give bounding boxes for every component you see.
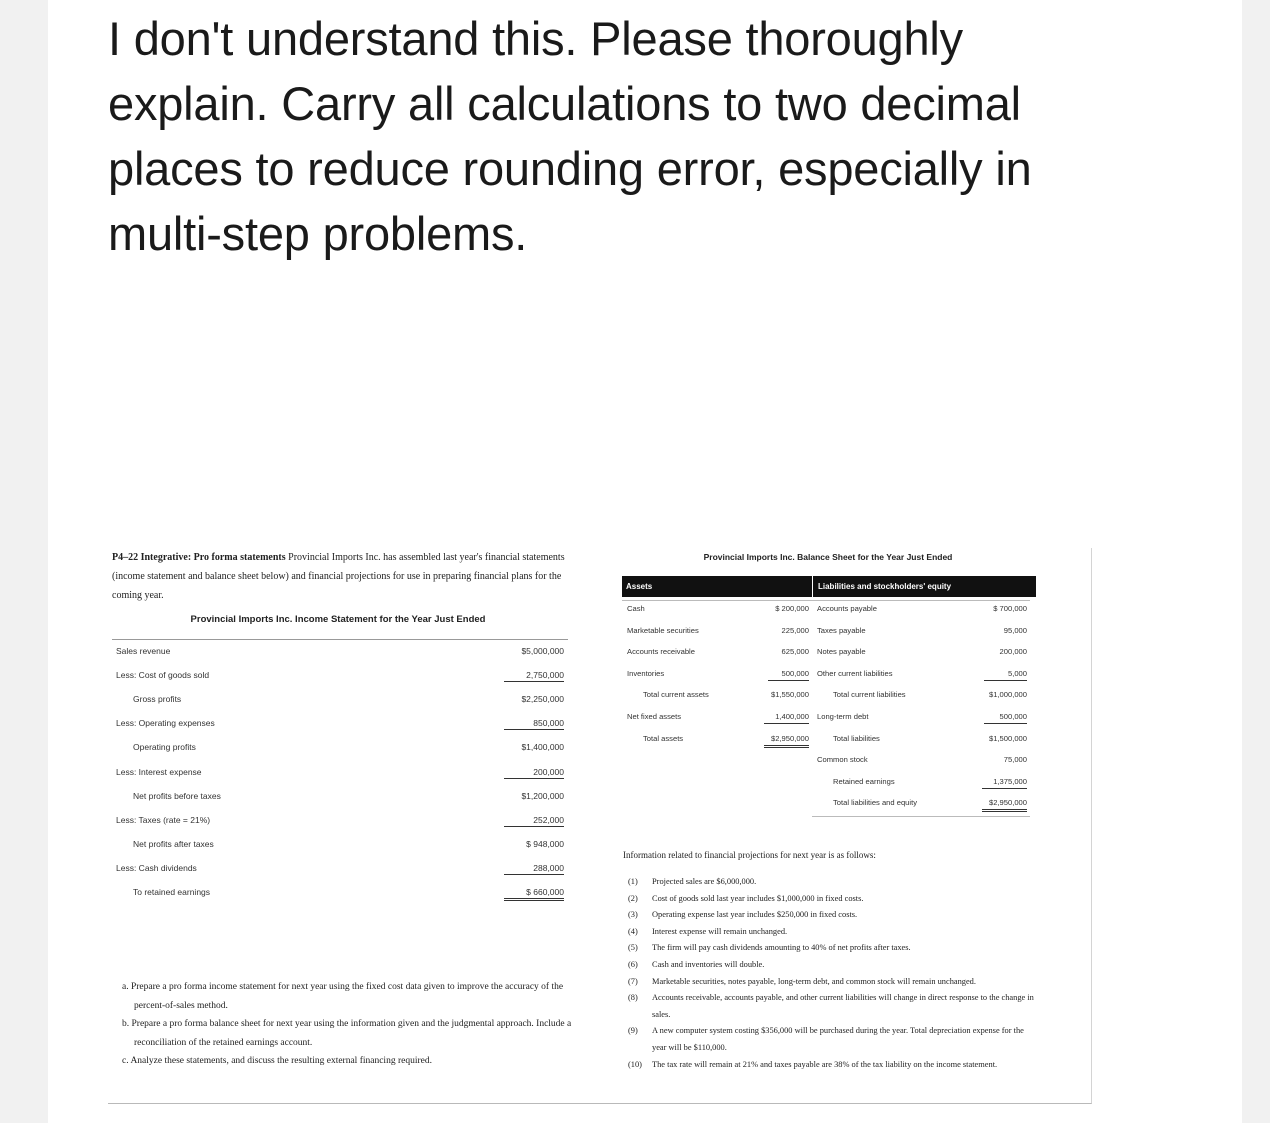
task-item: a. Prepare a pro forma income statement for next year using the fixed cost data given to improve the accuracy of the percent-of-sales method. bbox=[122, 982, 564, 1011]
bs-asset-value: 625,000 bbox=[781, 647, 809, 656]
projection-text: Marketable securities, notes payable, long-term debt, and common stock will remain unchanged. bbox=[652, 976, 976, 986]
bs-asset-label: Inventories bbox=[627, 669, 665, 678]
bs-asset-value: $ 200,000 bbox=[775, 604, 809, 613]
bs-liability-label: Retained earnings bbox=[833, 777, 895, 786]
is-value: $2,250,000 bbox=[521, 694, 564, 704]
is-label: Less: Cost of goods sold bbox=[116, 670, 210, 680]
page bbox=[48, 0, 1242, 1123]
balance-sheet-title: Provincial Imports Inc. Balance Sheet for the Year Just Ended bbox=[703, 552, 953, 562]
is-label: Net profits after taxes bbox=[133, 839, 214, 849]
bs-liability-value: $1,500,000 bbox=[988, 734, 1027, 743]
problem-label: P4–22 Integrative: Pro forma statements bbox=[112, 552, 286, 563]
is-row bbox=[112, 718, 564, 732]
is-label: Sales revenue bbox=[116, 646, 171, 656]
bs-asset-label: Net fixed assets bbox=[627, 712, 682, 721]
projection-number: (3) bbox=[628, 910, 638, 920]
is-value: 850,000 bbox=[504, 718, 564, 730]
bs-liability-value: 5,000 bbox=[984, 667, 1027, 681]
task-item: b. Prepare a pro forma balance sheet for next year using the information given and the judgmental approach. Include a reconciliation of the retained earnings account. bbox=[122, 1019, 572, 1048]
bs-liability-label: Taxes payable bbox=[817, 626, 866, 635]
bs-asset-label: Accounts receivable bbox=[627, 647, 695, 656]
bs-liability-label: Common stock bbox=[817, 755, 868, 764]
projection-item bbox=[628, 1057, 1038, 1074]
projection-text: Accounts receivable, accounts payable, and other current liabilities will change in direct response to the change in sales. bbox=[652, 993, 1034, 1019]
is-value: $1,400,000 bbox=[521, 742, 564, 752]
is-label: Less: Taxes (rate = 21%) bbox=[116, 815, 211, 825]
bs-liability-label: Total current liabilities bbox=[833, 690, 906, 699]
projection-item bbox=[628, 940, 1038, 957]
projection-item bbox=[628, 1023, 1038, 1056]
is-row bbox=[112, 839, 564, 853]
projection-item bbox=[628, 924, 1038, 941]
bs-asset-value: $2,950,000 bbox=[764, 732, 809, 748]
bs-liability-label: Total liabilities and equity bbox=[833, 798, 918, 807]
is-row bbox=[112, 646, 564, 660]
projection-number: (2) bbox=[628, 893, 638, 903]
task-list bbox=[122, 978, 572, 1071]
is-row bbox=[112, 791, 564, 805]
question-text: I don't understand this. Please thoroughly explain. Carry all calculations to two decimal places to reduce rounding error, especially in multi-step problems. bbox=[108, 12, 1032, 260]
bs-liability-label: Other current liabilities bbox=[817, 669, 893, 678]
projection-item bbox=[628, 891, 1038, 908]
is-value: 200,000 bbox=[504, 767, 564, 779]
bs-liability-label: Accounts payable bbox=[817, 604, 877, 613]
projection-number: (6) bbox=[628, 959, 638, 969]
projections-intro: Information related to financial projections for next year is as follows: bbox=[623, 850, 876, 860]
is-label: Gross profits bbox=[133, 694, 182, 704]
projection-text: The tax rate will remain at 21% and taxes payable are 38% of the tax liability on the income statement. bbox=[652, 1059, 998, 1069]
balance-sheet-rule bbox=[622, 600, 1030, 601]
is-row bbox=[112, 767, 564, 781]
problem-intro bbox=[112, 548, 572, 605]
balance-sheet-bottom-rule bbox=[812, 816, 1030, 817]
projection-number: (10) bbox=[628, 1059, 642, 1069]
bs-asset-value: 225,000 bbox=[781, 626, 809, 635]
projection-number: (9) bbox=[628, 1026, 638, 1036]
is-row bbox=[112, 815, 564, 829]
bs-liability-value: 75,000 bbox=[1003, 755, 1027, 764]
projection-text: Cash and inventories will double. bbox=[652, 959, 765, 969]
projection-number: (5) bbox=[628, 943, 638, 953]
assets-header: Assets bbox=[622, 576, 820, 597]
bs-liability-value: $2,950,000 bbox=[982, 796, 1027, 812]
bs-asset-label: Total current assets bbox=[643, 690, 709, 699]
bs-liability-label: Total liabilities bbox=[833, 734, 880, 743]
is-row bbox=[112, 863, 564, 877]
projection-text: Cost of goods sold last year includes $1,000,000 in fixed costs. bbox=[652, 893, 864, 903]
bs-liability-value: $ 700,000 bbox=[993, 604, 1027, 613]
is-label: Less: Operating expenses bbox=[116, 718, 215, 728]
liabilities-header: Liabilities and stockholders' equity bbox=[812, 576, 1036, 597]
projection-text: Projected sales are $6,000,000. bbox=[652, 877, 757, 886]
projection-item bbox=[628, 957, 1038, 974]
projection-number: (4) bbox=[628, 926, 638, 936]
bs-asset-label: Total assets bbox=[643, 734, 684, 743]
is-row bbox=[112, 742, 564, 756]
projection-item bbox=[628, 990, 1038, 1023]
is-label: Less: Interest expense bbox=[116, 767, 202, 777]
problem-figure bbox=[108, 548, 1092, 1104]
projection-text: Interest expense will remain unchanged. bbox=[652, 926, 788, 936]
is-label: Net profits before taxes bbox=[133, 791, 221, 801]
is-value: $ 660,000 bbox=[504, 887, 564, 901]
projection-text: The firm will pay cash dividends amounting to 40% of net profits after taxes. bbox=[652, 943, 911, 953]
bs-asset-value: 500,000 bbox=[768, 667, 809, 681]
is-label: To retained earnings bbox=[133, 887, 211, 897]
is-row bbox=[112, 670, 564, 684]
bs-asset-label: Cash bbox=[627, 604, 645, 613]
projection-number: (7) bbox=[628, 976, 638, 986]
is-label: Operating profits bbox=[133, 742, 196, 752]
bs-liability-value: 95,000 bbox=[1003, 626, 1027, 635]
bs-asset-value: $1,550,000 bbox=[770, 690, 809, 699]
bs-liability-label: Notes payable bbox=[817, 647, 866, 656]
is-value: $1,200,000 bbox=[521, 791, 564, 801]
projection-item bbox=[628, 974, 1038, 991]
bs-liability-value: 500,000 bbox=[984, 710, 1027, 724]
projections-list bbox=[628, 874, 1038, 1073]
bs-asset-value: 1,400,000 bbox=[764, 710, 809, 724]
bs-liability-label: Long-term debt bbox=[817, 712, 869, 721]
is-value: 2,750,000 bbox=[504, 670, 564, 682]
income-statement-title: Provincial Imports Inc. Income Statement for the Year Just Ended bbox=[190, 614, 486, 625]
is-row bbox=[112, 887, 564, 901]
is-value: 252,000 bbox=[504, 815, 564, 827]
projection-number: (8) bbox=[628, 993, 638, 1003]
is-label: Less: Cash dividends bbox=[116, 863, 197, 873]
income-statement-rule bbox=[112, 639, 568, 640]
bs-liability-value: $1,000,000 bbox=[988, 690, 1027, 699]
task-item: c. Analyze these statements, and discuss the resulting external financing required. bbox=[122, 1056, 432, 1066]
projection-text: A new computer system costing $356,000 will be purchased during the year. Total depreciation expense for the year will be $110,000. bbox=[652, 1026, 1024, 1052]
projection-item bbox=[628, 907, 1038, 924]
projection-text: Operating expense last year includes $250,000 in fixed costs. bbox=[652, 910, 858, 920]
projection-number: (1) bbox=[628, 877, 638, 886]
bs-asset-label: Marketable securities bbox=[627, 626, 699, 635]
bs-liability-value: 200,000 bbox=[999, 647, 1027, 656]
is-value: 288,000 bbox=[504, 863, 564, 875]
is-value: $5,000,000 bbox=[521, 646, 564, 656]
problem-intro-text: Provincial Imports Inc. has assembled last year's financial statements (income statement and balance sheet below) and financial projections for use in preparing financial plans for the coming year. bbox=[112, 552, 565, 601]
is-row bbox=[112, 694, 564, 708]
bs-liability-value: 1,375,000 bbox=[982, 775, 1027, 789]
is-value: $ 948,000 bbox=[526, 839, 564, 849]
projection-item bbox=[628, 874, 1038, 891]
